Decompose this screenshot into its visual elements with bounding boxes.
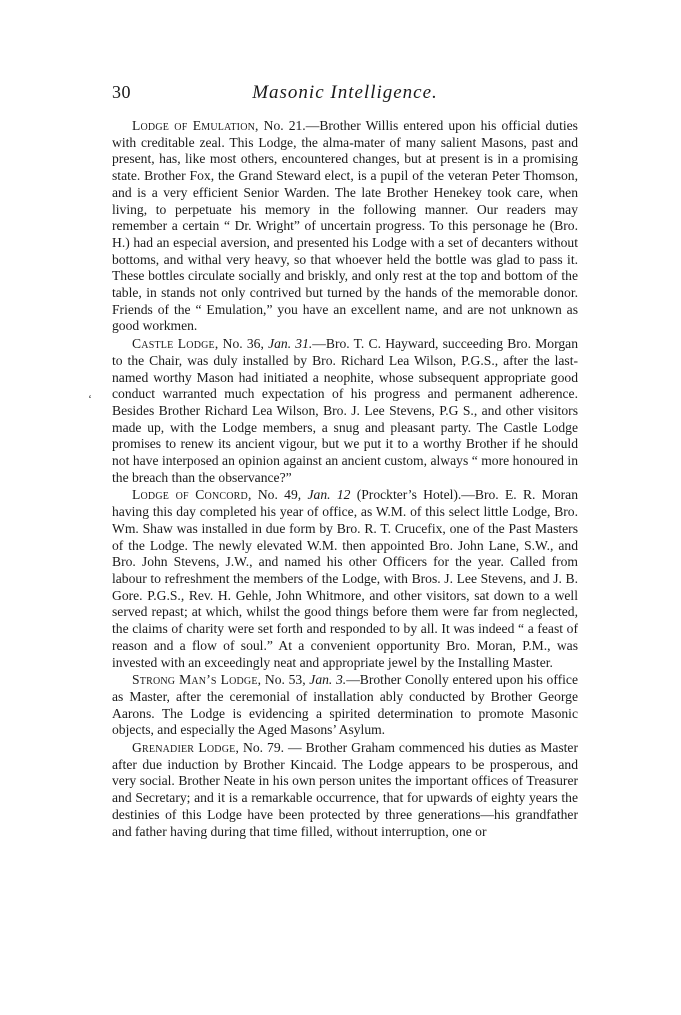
entry-text: —Brother Willis entered upon his official duties with creditable zeal. This Lodge, the alma-mater of many salient Masons, past and present, has, like most others, encountered changes, but at present is in a promising state. Brother Fox, the Grand Steward elect, is a pupil of the veteran Peter Thomson, and is a very efficient Senior Warden. The late Brother Henekey took care, when living, to perpetuate his memory in the following manner. Our readers may remember a certain “ Dr. Wright” of uncertain progress. To this personage he (Bro. H.) had an especial aversion, and presented his Lodge with a set of decanters without bottoms, and withal very heavy, so that whoever held the bottle was glad to pass it. These bottles circulate socially and briskly, and only rest at the top and bottom of the table, in stands not only contrived but turned by the hands of the memorable donor. Friends of the “ Emulation,” you have an excellent name, and are not unknown as good workmen. [112,118,578,334]
lodge-name: Lodge of Emulation, [132,118,259,133]
entry-text: — Brother Graham commenced his duties as Master after due induction by Brother Kincaid. The Lodge appears to be prosperous, and very social. Brother Neate in his own person unites the important offices of Treasurer and Secretary; and it is a remarkable occurrence, that for upwards of eighty years the destinies of this Lodge have been protected by three generations—his grandfather and father having during that time filled, without interruption, one or [112,740,578,839]
lodge-number: No. 36, [218,336,269,352]
entry-date: Jan. 3. [309,672,347,688]
entry-text: —Bro. T. C. Hayward, succeeding Bro. Morgan to the Chair, was duly installed by Bro. Richard Lea Wilson, P.G.S., after the last-named worthy Mason had initiated a neophite, whose subsequent appropriate good conduct warranted much expectation of his progress and permanent adherence. Besides Brother Richard Lea Wilson, Bro. J. Lee Stevens, P.G S., and other visitors made up, with the Lodge members, a snug and pleasant party. The Castle Lodge promises to renew its ancient vigour, but we put it to a worthy Brother if he should not have interposed an opinion against an ancient custom, always “ more honoured in the breach than the observance?” [112,336,578,485]
lodge-number: No. 53, [261,672,310,688]
entry-text: —Brother Conolly entered upon his office as Master, after the ceremonial of installation ably conducted by Brother George Aarons. The Lodge is evidencing a spirited determination to promote Masonic objects, and especially the Aged Masons’ Asylum. [112,672,578,738]
lodge-name: Grenadier Lodge, [132,740,240,756]
lodge-number: No. 49, [251,487,308,503]
lodge-name: Castle Lodge, [132,336,219,352]
page-number: 30 [112,82,131,102]
entry-strong-mans [112,672,578,739]
entry-text: (Prockter’s Hotel).—Bro. E. R. Moran having this day completed his year of office, as W.M. of this select little Lodge, Bro. Wm. Shaw was installed in due form by Bro. R. T. Crucefix, one of the Past Masters of the Lodge. The newly elevated W.M. then appointed Bro. John Lane, S.W., and Bro. John Stevens, J.W., and named his other Officers for the year. Called from labour to refreshment the members of the Lodge, with Bros. J. Lee Stevens, and J. B. Gore. P.G.S., Rev. H. Gehle, John Whitmore, and other visitors, sat down to a well served repast; at which, whilst the good things before them were far from neglected, the claims of charity were set forth and responded to by all. It was indeed “ a feast of reason and a flow of soul.” At a convenient opportunity Bro. Moran, P.M., was invested with an exceedingly neat and appropriate jewel by the Installing Master. [112,487,579,670]
entry-emulation [112,118,578,335]
running-title: Masonic Intelligence. [252,82,438,103]
entry-date: Jan. 12 [307,487,351,503]
page [112,82,578,840]
lodge-name: Strong Man’s Lodge, [132,672,262,688]
entry-castle [112,336,578,486]
entry-grenadier [112,740,578,840]
lodge-number: No. 21. [258,118,306,133]
margin-mark: ‘ [88,392,92,406]
entry-date: Jan. 31. [268,336,313,352]
lodge-number: No. 79. [239,740,285,756]
entry-concord [112,487,578,671]
lodge-name: Lodge of Concord, [132,487,252,503]
running-head [112,82,578,108]
